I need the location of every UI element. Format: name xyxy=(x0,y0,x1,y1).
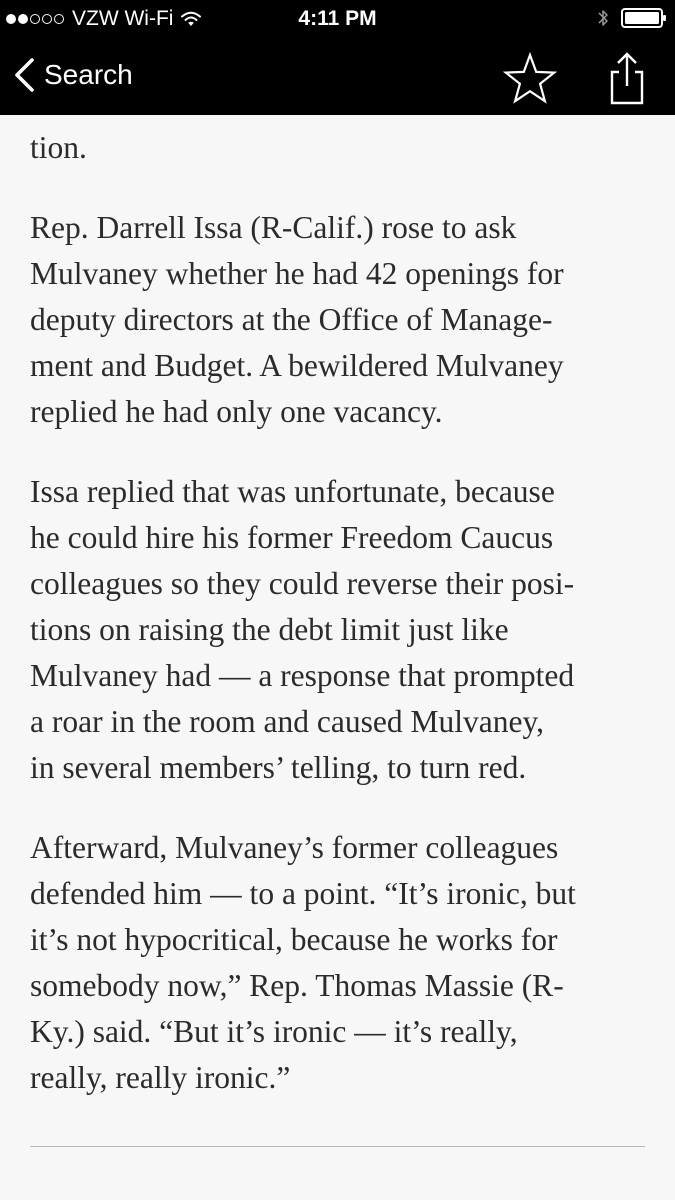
paragraph-line: somebody now,” Rep. Thomas Massie (R- xyxy=(30,968,564,1003)
article-paragraph xyxy=(30,469,650,791)
paragraph-line: defended him — to a point. “It’s ironic, but xyxy=(30,876,576,911)
paragraph-line: Ky.) said. “But it’s ironic — it’s really, xyxy=(30,1014,518,1049)
article-paragraph xyxy=(30,825,650,1101)
back-button-label: Search xyxy=(44,59,133,90)
paragraph-line: Mulvaney whether he had 42 openings for xyxy=(30,256,564,291)
paragraph-line: replied he had only one vacancy. xyxy=(30,394,443,429)
article-paragraph xyxy=(30,125,650,171)
paragraph-line: Afterward, Mulvaney’s former colleagues xyxy=(30,830,559,865)
article-body xyxy=(30,125,650,1135)
battery-icon xyxy=(621,8,667,28)
status-time: 4:11 PM xyxy=(298,7,377,30)
paragraph-line: he could hire his former Freedom Caucus xyxy=(30,520,554,555)
paragraph-line: really, really ironic.” xyxy=(30,1060,291,1095)
back-button[interactable] xyxy=(12,54,133,96)
status-bar xyxy=(0,0,675,40)
share-icon[interactable] xyxy=(604,50,650,106)
paragraph-line: in several members’ telling, to turn red. xyxy=(30,750,527,785)
status-right xyxy=(597,8,667,28)
paragraph-line: Mulvaney had — a response that prompted xyxy=(30,658,575,693)
paragraph-line: deputy directors at the Office of Manage- xyxy=(30,302,553,337)
paragraph-line: colleagues so they could reverse their posi- xyxy=(30,566,575,601)
article-divider xyxy=(30,1146,645,1147)
paragraph-line: it’s not hypocritical, because he works for xyxy=(30,922,558,957)
carrier-name: VZW Wi-Fi xyxy=(72,7,174,30)
article-paragraph xyxy=(30,205,650,435)
chevron-left-icon xyxy=(12,57,36,93)
paragraph-line: Rep. Darrell Issa (R-Calif.) rose to ask xyxy=(30,210,517,245)
star-icon[interactable] xyxy=(502,52,558,104)
paragraph-line: ment and Budget. A bewildered Mulvaney xyxy=(30,348,564,383)
bluetooth-icon xyxy=(597,8,609,28)
paragraph-line: Issa replied that was unfortunate, because xyxy=(30,474,555,509)
navigation-bar xyxy=(0,40,675,115)
paragraph-line: a roar in the room and caused Mulvaney, xyxy=(30,704,545,739)
paragraph-line: tions on raising the debt limit just like xyxy=(30,612,509,647)
paragraph-line: tion. xyxy=(30,130,87,165)
